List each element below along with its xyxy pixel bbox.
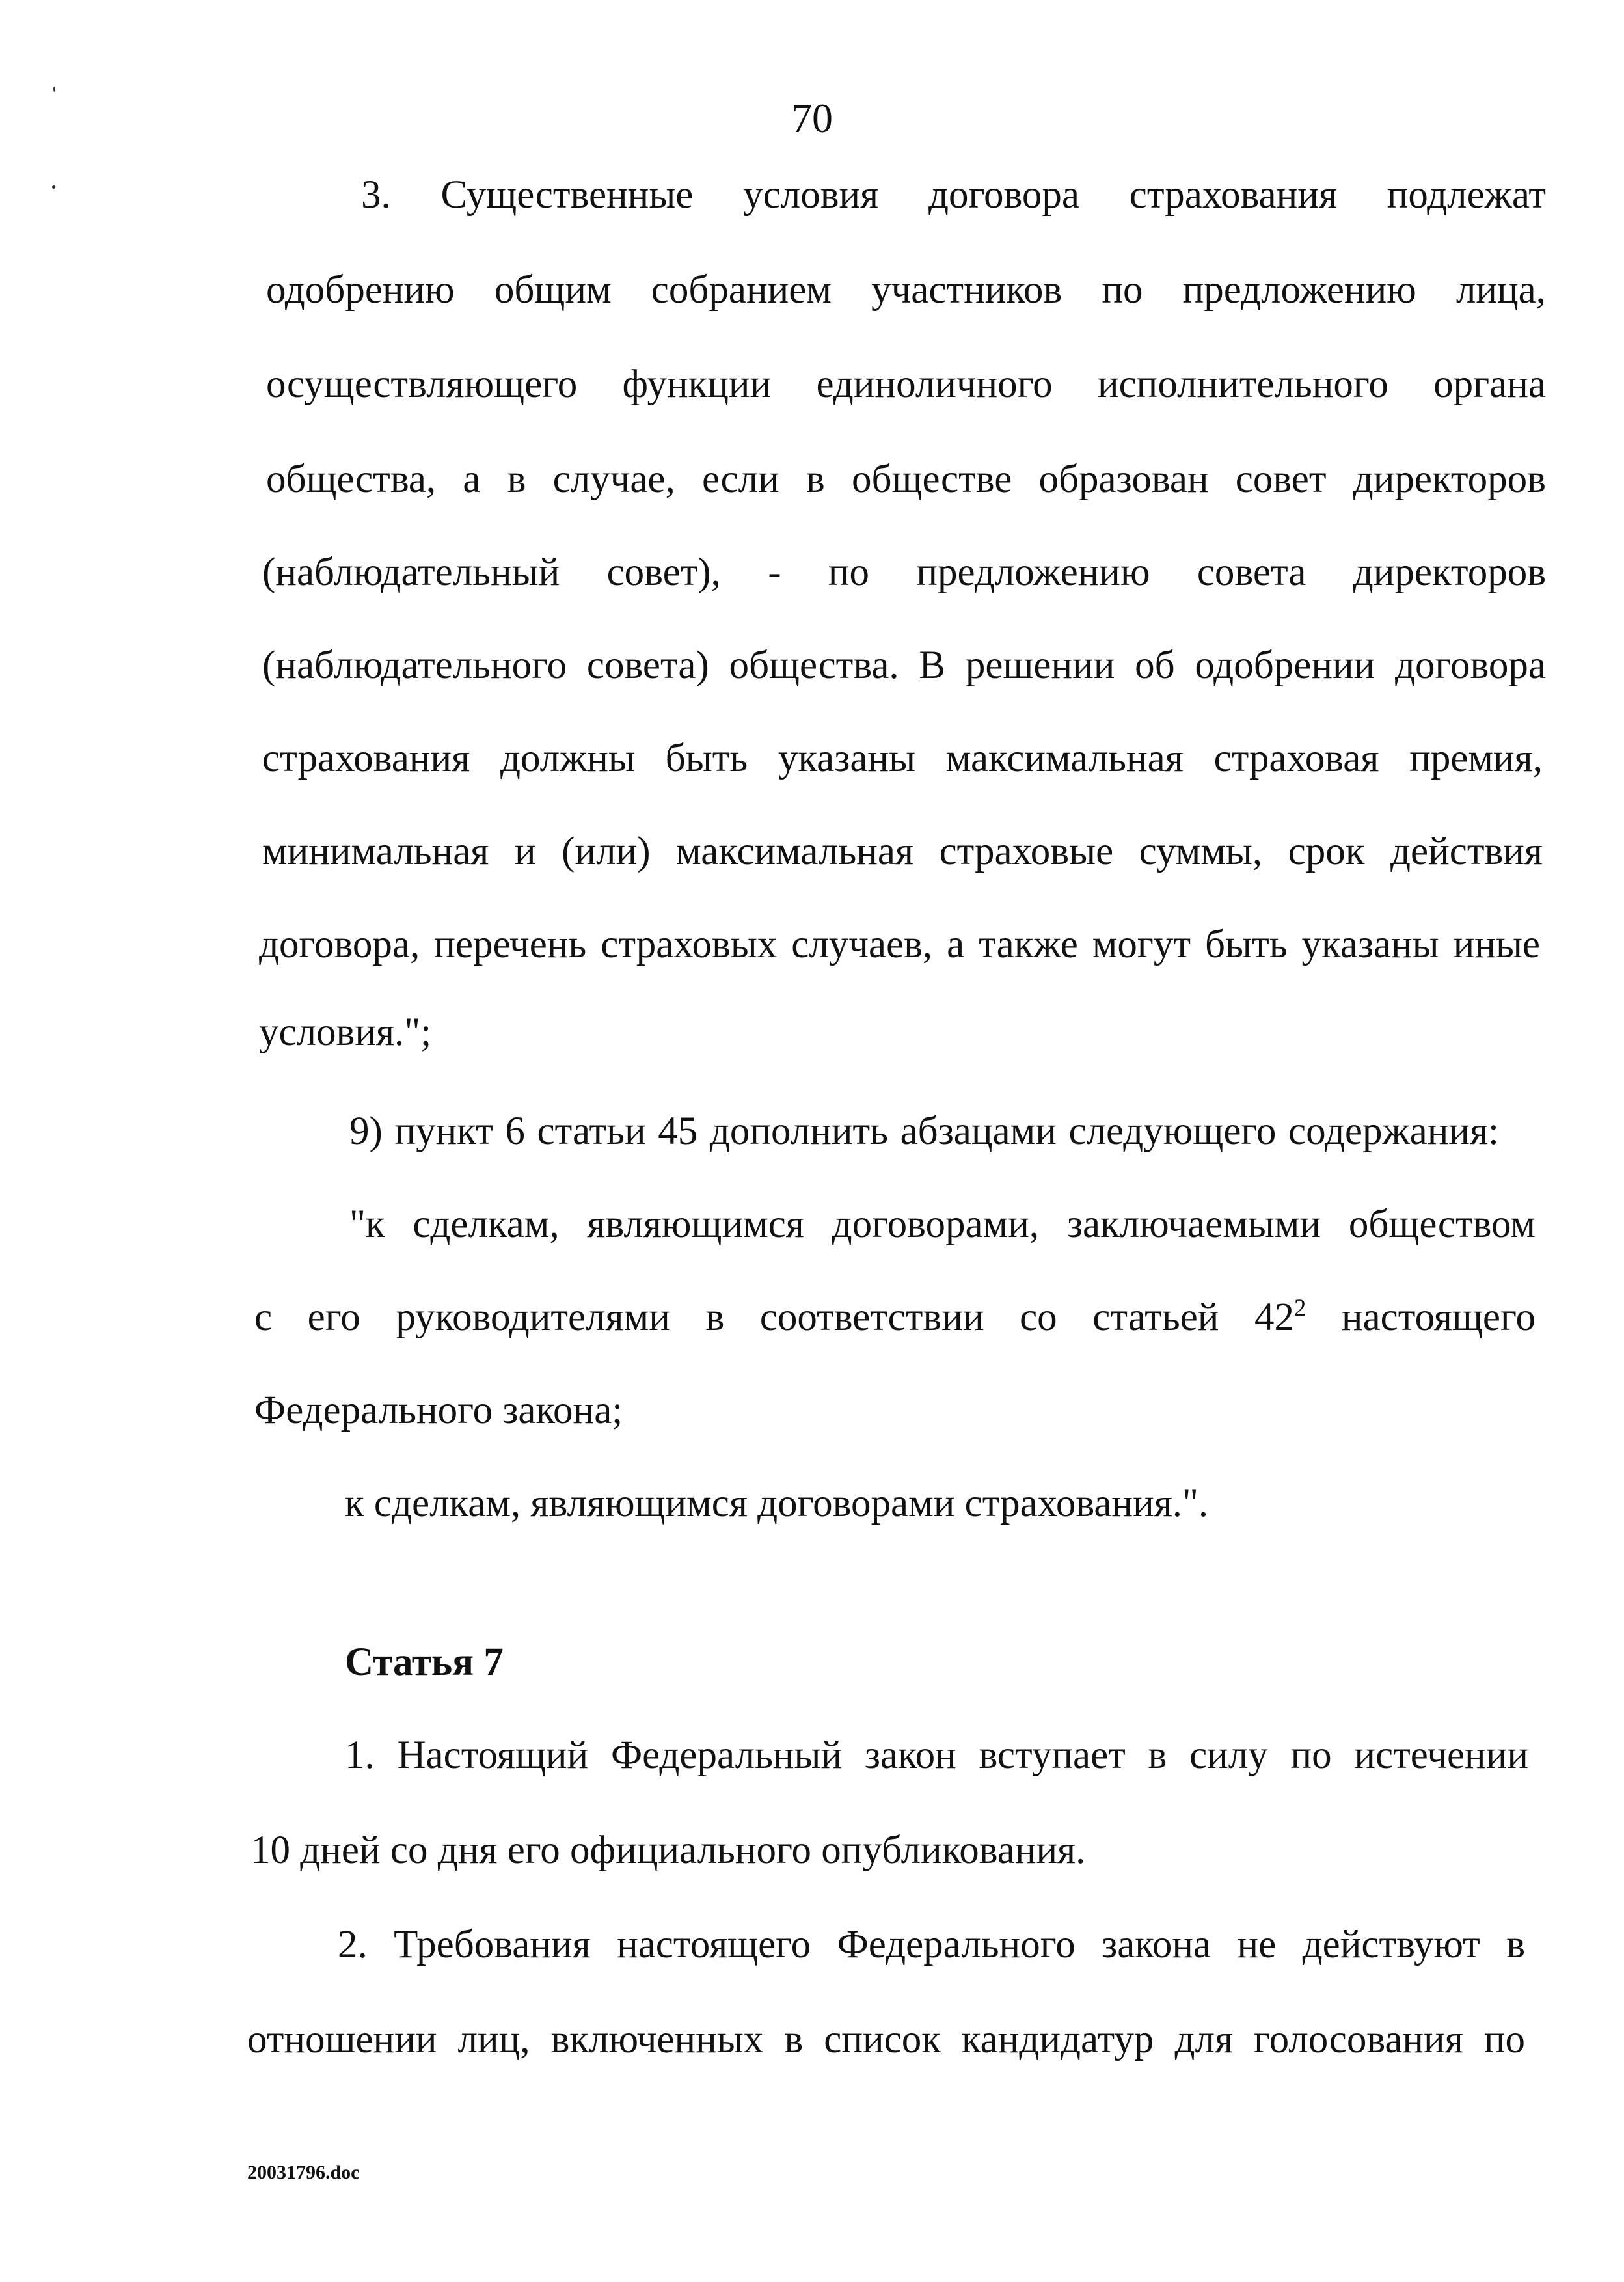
paragraph-line: к сделкам, являющимся договорами страхования.". (345, 1482, 1209, 1525)
scan-speck (52, 185, 55, 189)
paragraph-line: договора, перечень страховых случаев, а также могут быть указаны иные (259, 923, 1540, 966)
paragraph-line: осуществляющего функции единоличного исполнительного органа (266, 362, 1546, 406)
superscript: 2 (1294, 1294, 1306, 1322)
paragraph-line: 10 дней со дня его официального опубликования. (250, 1828, 1086, 1872)
paragraph-line: одобрению общим собранием участников по предложению лица, (266, 268, 1546, 312)
paragraph-line: общества, а в случае, если в обществе образован совет директоров (266, 457, 1546, 501)
paragraph-line: (наблюдательный совет), - по предложению совета директоров (262, 550, 1546, 594)
paragraph-line: отношении лиц, включенных в список кандидатур для голосования по (247, 2018, 1525, 2061)
footer-filename: 20031796.doc (247, 2162, 360, 2183)
paragraph-line: условия."; (259, 1011, 432, 1054)
scan-speck (53, 87, 55, 92)
paragraph-line: Федерального закона; (254, 1389, 623, 1432)
article-heading: Статья 7 (345, 1640, 504, 1684)
paragraph-line: минимальная и (или) максимальная страховые суммы, срок действия (262, 830, 1543, 873)
line-text: с его руководителями в соответствии со статьей 42 (254, 1296, 1295, 1339)
paragraph-line: 3. Существенные условия договора страхования подлежат (361, 173, 1546, 217)
paragraph-line: "к сделкам, являющимся договорами, заключаемыми обществом (349, 1202, 1536, 1246)
paragraph-line (254, 1294, 1536, 1339)
paragraph-line: страхования должны быть указаны максимальная страховая премия, (262, 737, 1543, 780)
line-text: настоящего (1306, 1296, 1536, 1339)
paragraph-line: (наблюдательного совета) общества. В решении об одобрении договора (262, 644, 1546, 687)
page-number: 70 (791, 95, 833, 141)
paragraph-line: 2. Требования настоящего Федерального закона не действуют в (338, 1923, 1525, 1966)
paragraph-line: 1. Настоящий Федеральный закон вступает в силу по истечении (345, 1733, 1528, 1777)
paragraph-line: 9) пункт 6 статьи 45 дополнить абзацами следующего содержания: (349, 1109, 1499, 1153)
